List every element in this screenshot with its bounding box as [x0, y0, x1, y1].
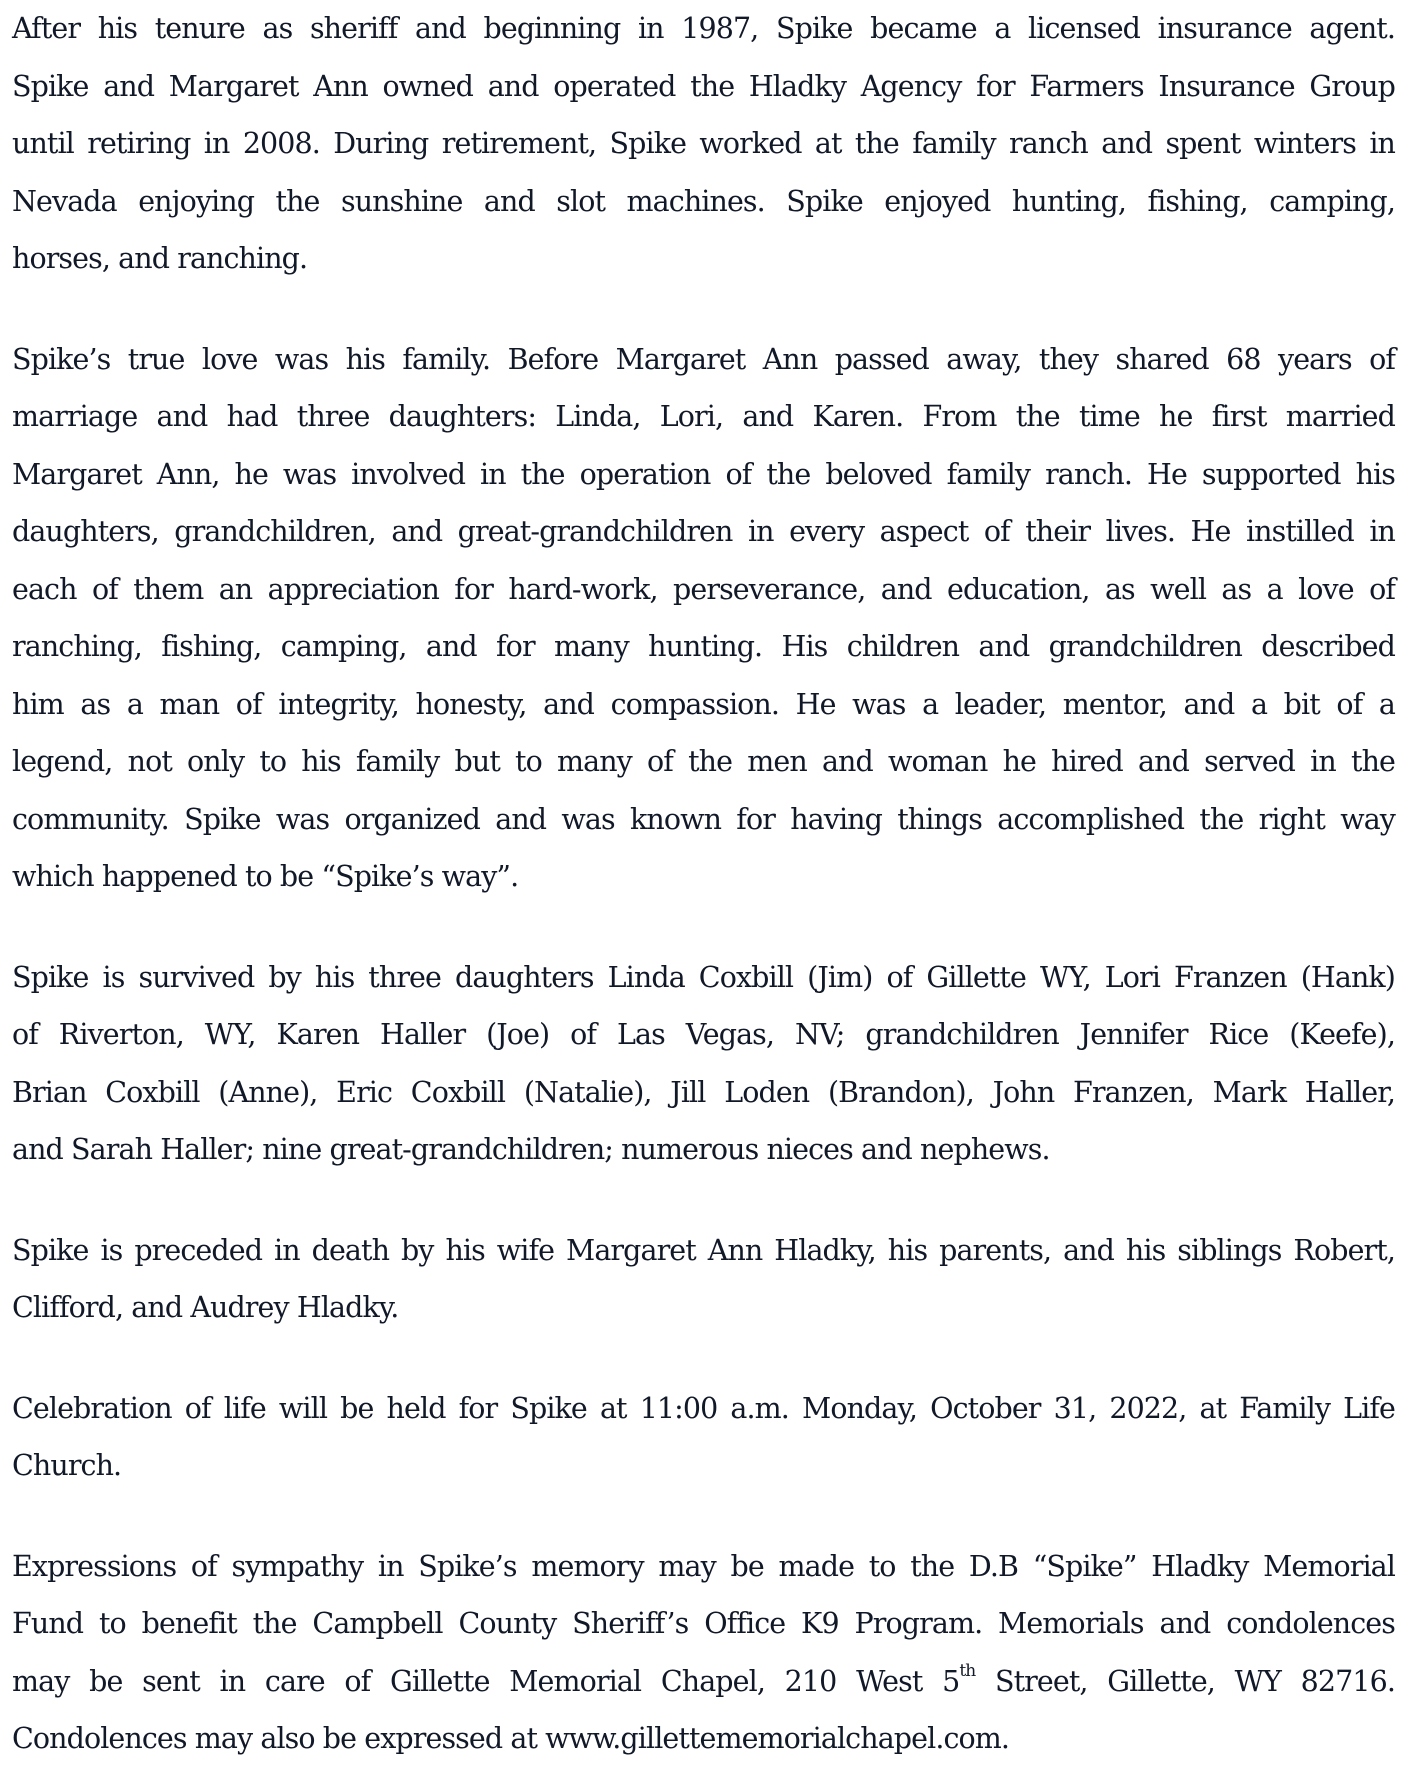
- condolences-text: Condolences may also be expressed at: [12, 1722, 546, 1755]
- text-line: of Riverton, WY, Karen Haller (Joe) of Las Vegas, NV; grandchildren Jennifer Rice (Keefe),: [12, 1018, 1395, 1051]
- address-text-after: Street, Gillette, WY 82716.: [975, 1664, 1395, 1698]
- text-line: Nevada enjoying the sunshine and slot machines. Spike enjoyed hunting, fishing, camping,: [12, 184, 1395, 218]
- text-line: each of them an appreciation for hard-work, perseverance, and education, as well as a love of: [12, 572, 1395, 606]
- paragraph-memorials: [12, 1538, 1395, 1768]
- address-text-before: may be sent in care of Gillette Memorial Chapel, 210 West 5: [12, 1664, 960, 1698]
- text-line: Expressions of sympathy in Spike’s memory may be made to the D.B “Spike” Hladky Memorial: [12, 1549, 1395, 1583]
- paragraph-career: [12, 0, 1395, 288]
- text-line: legend, not only to his family but to many of the men and woman he hired and served in the: [12, 745, 1395, 778]
- text-line: daughters, grandchildren, and great-grandchildren in every aspect of their lives. He instilled in: [12, 515, 1395, 548]
- paragraph-preceded: [12, 1222, 1395, 1337]
- text-line: Spike is preceded in death by his wife Margaret Ann Hladky, his parents, and his siblings Robert,: [12, 1233, 1395, 1267]
- text-line: community. Spike was organized and was known for having things accomplished the right way: [12, 802, 1395, 836]
- paragraph-family: [12, 331, 1395, 906]
- paragraph-spacer: [12, 1337, 1395, 1380]
- text-line: Clifford, and Audrey Hladky.: [12, 1291, 399, 1324]
- text-line: which happened to be “Spike’s way”.: [12, 860, 519, 893]
- paragraph-spacer: [12, 906, 1395, 949]
- text-line: Brian Coxbill (Anne), Eric Coxbill (Natalie), Jill Loden (Brandon), John Franzen, Mark Haller,: [12, 1075, 1395, 1109]
- address-line: [12, 1653, 1395, 1711]
- paragraph-spacer: [12, 288, 1395, 331]
- text-line: until retiring in 2008. During retirement, Spike worked at the family ranch and spent winters in: [12, 127, 1395, 160]
- condolences-line: [12, 1710, 1395, 1768]
- text-line: ranching, fishing, camping, and for many hunting. His children and grandchildren described: [12, 630, 1395, 663]
- text-line: and Sarah Haller; nine great-grandchildren; numerous nieces and nephews.: [12, 1133, 1050, 1166]
- text-line: Spike is survived by his three daughters Linda Coxbill (Jim) of Gillette WY, Lori Franzen (Hank): [12, 960, 1395, 994]
- text-line: Fund to benefit the Campbell County Sheriff’s Office K9 Program. Memorials and condolences: [12, 1607, 1395, 1640]
- paragraph-spacer: [12, 1179, 1395, 1222]
- website-link[interactable]: www.gillettememorialchapel.com: [545, 1722, 1001, 1755]
- text-line: Celebration of life will be held for Spike at 11:00 a.m. Monday, October 31, 2022, at Family Life: [12, 1391, 1395, 1425]
- text-line: marriage and had three daughters: Linda, Lori, and Karen. From the time he first married: [12, 400, 1395, 433]
- text-line: him as a man of integrity, honesty, and compassion. He was a leader, mentor, and a bit of a: [12, 687, 1395, 721]
- paragraph-service: [12, 1380, 1395, 1495]
- text-line: Spike’s true love was his family. Before Margaret Ann passed away, they shared 68 years of: [12, 342, 1395, 376]
- condolences-period: .: [1000, 1722, 1010, 1755]
- text-line: Church.: [12, 1449, 122, 1482]
- paragraph-spacer: [12, 1495, 1395, 1538]
- ordinal-superscript: th: [959, 1661, 976, 1681]
- text-line: Spike and Margaret Ann owned and operated the Hladky Agency for Farmers Insurance Group: [12, 69, 1395, 103]
- text-line: horses, and ranching.: [12, 242, 308, 275]
- text-line: Margaret Ann, he was involved in the operation of the beloved family ranch. He supported his: [12, 457, 1395, 491]
- text-line: After his tenure as sheriff and beginning in 1987, Spike became a licensed insurance agent.: [12, 12, 1395, 45]
- obituary-document: [12, 0, 1395, 1768]
- paragraph-survivors: [12, 949, 1395, 1179]
